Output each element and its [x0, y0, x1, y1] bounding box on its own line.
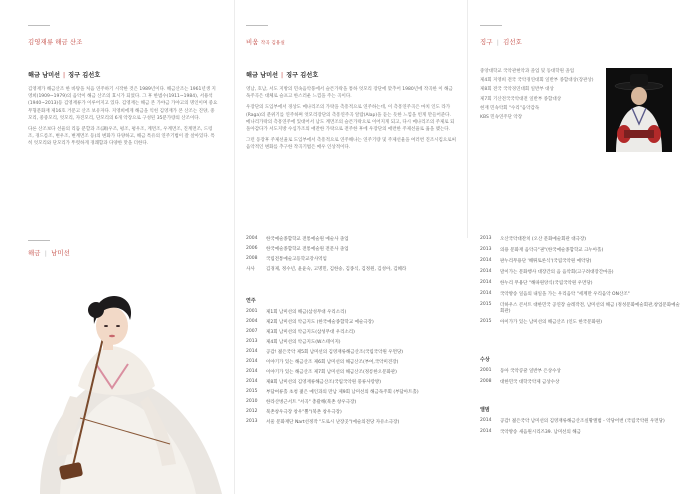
left-performer-1: 해금 남미선: [28, 72, 61, 79]
right-heading-sep: |: [496, 38, 499, 46]
performance-text: 제3회 남미선의 악금지도(삼성무대 우리소리): [266, 330, 355, 335]
timeline-row: [480, 269, 680, 275]
left-bottom-heading-label: 해금: [28, 249, 41, 257]
left-paragraph-1: 김영재가 해금산조 한 바탕을 처음 연주하기 시작한 것은 1989년이다. 해금산조는 1961년생 지영희(1909~1979)의 음악이 해금 산조의 효시가 되었다. 그 후 한범수(1911~1984), 서용석(1940~2013)등 김영재류가 이루어지고 있다. 김영재는 해금 본 가야금 가야고의 명인이며 중요무형문화재 제16호 거문고 산조 보유자다. 지영희에게 해금을 익힌 김영재가 본 산조는 진양, 중모리, 중중모리, 엇모리, 자진모리, 단모리의 6개 악장으로 구성된 35분가량의 산조이다.: [28, 87, 218, 121]
performance-year: 2014: [246, 359, 258, 364]
album-text: 공감! 젊은국악 남미선의 김영재류해금산조실황앨범 - 악당어번 (국립국악원 우면당): [500, 419, 665, 424]
timeline-row: [480, 236, 680, 242]
performance-text: 북촌창우극장 창우"뿔"(북촌 창우극장): [266, 410, 342, 415]
timeline-text: 한누리 무용단 "해따원앙식(국립국악원 우면당): [500, 281, 593, 286]
education-text: 한국예술종합학교 전통예술원 예술사 졸업: [266, 237, 349, 242]
career-item: 현재 민속악회 "수리"음악감독: [480, 105, 540, 111]
album-year: 2014: [480, 418, 492, 423]
timeline-row: [480, 280, 680, 286]
middle-performer-2: 징구 김선호: [286, 72, 319, 79]
album-row: [480, 418, 680, 424]
timeline-year: 2013: [480, 236, 492, 241]
performance-row: [246, 369, 468, 375]
education-year: 사사: [246, 267, 255, 272]
performance-year: 2010: [246, 399, 258, 404]
performance-text: 부담여류홀 초청 젊은 예인과의 만남 제9회 남미선의 해금독주회 (부담아트홀): [266, 390, 419, 395]
performance-year: 2001: [246, 309, 258, 314]
middle-heading-composer: 작곡 김용실: [260, 41, 285, 46]
performance-row: [246, 409, 468, 415]
album-year: 2014: [480, 429, 492, 434]
award-text: 대한민국 대학국악제 금상수상: [500, 380, 560, 385]
performance-text: 제4회 남미선의 악금지도(W스테이지): [266, 340, 341, 345]
education-row: [246, 266, 468, 272]
middle-heading: [246, 37, 285, 46]
education-list: [246, 236, 468, 272]
middle-heading-rule: [246, 25, 268, 26]
performance-row: [246, 359, 468, 365]
performance-year: 2004: [246, 319, 258, 324]
timeline-text: 더하우스 콘서트 대한민국 공연장 슬레작전, 남미선의 해금 (정성문화예술회관,창업문화예술회관): [500, 303, 680, 314]
career-item: 제4회 지영희 전국 국악경연대회 일반부 종합대상(장관상): [480, 78, 594, 84]
award-row: [480, 379, 680, 385]
left-heading: 김영재류 해금 산조: [28, 38, 83, 46]
janggu-player-photo: [606, 68, 672, 152]
timeline-row: [480, 247, 680, 253]
education-row: [246, 236, 468, 242]
timeline-text: 말이가는 문화행사 대장간의 음 음악회(고구려대장간마을): [500, 270, 614, 275]
performance-row: [246, 319, 468, 325]
left-paragraph-2: 다른 산조보다 선율의 리듬 분할과 조(調)우조, 평조, 평우조, 계면조, 우계면조, 진계면조, 드렁조, 경드름조, 변우조, 변계면조 등)의 변화가 다양하고, 해금 특유의 연주기법이 잘 살아있다. 특히 엇모리와 단모리가 뚜렷하게 경쾌함과 다양한 맛을 더한다.: [28, 126, 215, 147]
album-heading: 앨범: [480, 407, 490, 413]
performance-heading: 연주: [246, 298, 256, 304]
right-heading-name: 김선호: [503, 38, 522, 46]
performance-text: 한라산벙근서트 "서곡" 총괄해(북촌 창우극장): [266, 400, 357, 405]
janggu-career-list: [480, 68, 596, 121]
performance-row: [246, 309, 468, 315]
timeline-year: 2014: [480, 258, 492, 263]
right-heading: [480, 37, 522, 46]
left-heading-rule: [28, 25, 50, 26]
album-text: 국악방송 새음원시리즈39. 남미선의 해금: [500, 430, 581, 435]
middle-performers: 해금 남미선 | 징구 김선호: [246, 72, 319, 79]
award-year: 2001: [480, 368, 492, 373]
middle-description: [246, 86, 456, 152]
education-row: [246, 256, 468, 262]
performance-row: [246, 379, 468, 385]
timeline-text: 아이가가 있는 남미선의 해금산조 (인도 한국문화원): [500, 320, 602, 325]
performance-year: 2012: [246, 409, 258, 414]
column-divider-2: [467, 0, 468, 238]
timeline-row: [480, 291, 680, 297]
haegeum-player-photo: [0, 268, 234, 494]
performance-text: 제1회 남미선의 해금(삼성무대 우리소리): [266, 310, 347, 315]
middle-paragraph-2: 우장단의 도입부에서 경상도 메나리조의 가락을 측흥적으로 연주하는데, 이 측흥연주곡은 마치 인도 라가(Raga)의 분위기를 연주하며 엇모리장단의 측흥연주곡 알랍(Alap)을 듣는 듯한 느낌을 빈게 만들어준다. 메나리가락의 측흥연주에 있대어서 남도 계면조의 슬픈가락으로 이어지게 되고, 다시 메나리조의 주제로 되돌아감다가 서도지방 수심가조의 애잔한 가락으로 전주한 후에 우장단의 애련한 주제선율로 옮을 맺는다.: [246, 105, 455, 132]
album-list: [480, 418, 680, 435]
middle-heading-title: 비움: [246, 38, 259, 46]
education-year: 2008: [246, 256, 258, 261]
timeline-year: 2014: [480, 280, 492, 285]
performance-year: 2014: [246, 379, 258, 384]
award-text: 동아 국악콩쿨 일반부 은상수상: [500, 369, 561, 374]
middle-paragraph-1: 영남, 호남, 서도 지방의 민속음악풍에서 슬픈가락을 통하 엇모리 장단에 맞추어 1980년에 작곡한 이 해금 독주곡은 대체로 슬프고 한스러운 느낌을 주는 곡이다.: [246, 87, 453, 100]
career-item: KBS 민속연주단 악장: [480, 114, 523, 120]
award-year: 2008: [480, 379, 492, 384]
middle-paragraph-3: 그런 동장후 주제선율로 도입부에서 측흥적으로 연주해나는 연주기량 및 주제선율을 여러번 진조시킴으로써 음악적인 변화를 추구한 작곡기법은 매우 인상적이다.: [246, 138, 456, 151]
performance-year: 2014: [246, 349, 258, 354]
performance-year: 2013: [246, 339, 258, 344]
timeline-row: [480, 258, 680, 264]
album-row: [480, 429, 680, 435]
timeline-text: 판누리무용단 '해뛰토론식'(국립국악원 예악당): [500, 259, 592, 264]
timeline-year: 2014: [480, 269, 492, 274]
performance-row: [246, 419, 468, 425]
performance-list: [246, 309, 468, 425]
left-bottom-heading: [28, 248, 70, 257]
janggu-timeline: [480, 236, 680, 325]
career-item: 중앙대학교 국악관현악과 졸업 및 동대학원 졸업: [480, 69, 575, 74]
left-performer-2: 징구 김선호: [68, 72, 101, 79]
timeline-text: 국악방송 일음의 내일을 가는 우리음악 "세계만 우리음악 ON산조": [500, 292, 630, 297]
timeline-text: 의용 문화재 음악극"권"(한국예술종합학교 크누아홀): [500, 248, 604, 253]
career-item: 제8회 전국 국악경연대회 일반부 대상: [480, 87, 554, 93]
performance-text: 이야기가 있는 해금산조 제6회 남미선의 해금산조(부여,국악미견장): [266, 360, 399, 365]
timeline-year: 2015: [480, 319, 492, 324]
education-year: 2006: [246, 246, 258, 251]
performance-text: 이야기가 있는 해금산조 제7회 남미선의 해금산조(정릉한오문화관): [266, 370, 397, 375]
middle-performer-1: 해금 남미선: [246, 72, 279, 79]
left-description: [28, 86, 218, 148]
award-row: [480, 368, 680, 374]
performance-row: [246, 389, 468, 395]
performance-row: [246, 339, 468, 345]
performance-text: 공감! 젊은국악 제5회 남미선의 김영재류해금산조(국립국악원 우면당): [266, 350, 404, 355]
timeline-row: [480, 319, 680, 325]
performance-row: [246, 399, 468, 405]
education-row: [246, 246, 468, 252]
performance-year: 2014: [246, 369, 258, 374]
left-bottom-heading-name: 남미선: [51, 249, 70, 257]
right-heading-rule: [480, 25, 502, 26]
performance-text: 서울 문화재단 Nart선정작 "도로시 난장곳"(예술의전당 자유소극장): [266, 420, 400, 425]
performance-row: [246, 349, 468, 355]
timeline-row: [480, 302, 680, 314]
column-divider-1: [234, 0, 235, 494]
performance-year: 2007: [246, 329, 258, 334]
timeline-year: 2014: [480, 291, 492, 296]
award-heading: 수상: [480, 357, 490, 363]
performance-text: 제8회 남미선의 김영재류해금산조(국립국악원 풍류사랑방): [266, 380, 381, 385]
performance-row: [246, 329, 468, 335]
education-text: 국립전통예술고등학교강사역임: [266, 257, 327, 262]
left-bottom-rule: [28, 240, 50, 241]
award-list: [480, 368, 680, 385]
timeline-year: 2013: [480, 247, 492, 252]
performance-text: 제2회 남미선의 악금지도 (한국예술종합학교 예술극장): [266, 320, 374, 325]
left-performers: 해금 남미선 | 징구 김선호: [28, 72, 101, 79]
performance-year: 2013: [246, 419, 258, 424]
career-item: 제7회 기산전국국악대전 일반부 종합대상: [480, 96, 562, 102]
performance-year: 2015: [246, 389, 258, 394]
timeline-text: 오산국악대잔치 (오산 문화예술회관 대극장): [500, 237, 587, 242]
education-text: 한국예술종합학교 전통예술원 전문사 졸업: [266, 247, 349, 252]
left-bottom-heading-sep: |: [44, 249, 47, 257]
education-year: 2004: [246, 236, 258, 241]
timeline-year: 2015: [480, 302, 492, 307]
education-text: 김경제, 정수년, 윤윤숙, 고명민, 김한숭, 김종식, 김정원, 김성아, 김혜라: [266, 267, 407, 272]
right-heading-prefix: 징구: [480, 38, 493, 46]
